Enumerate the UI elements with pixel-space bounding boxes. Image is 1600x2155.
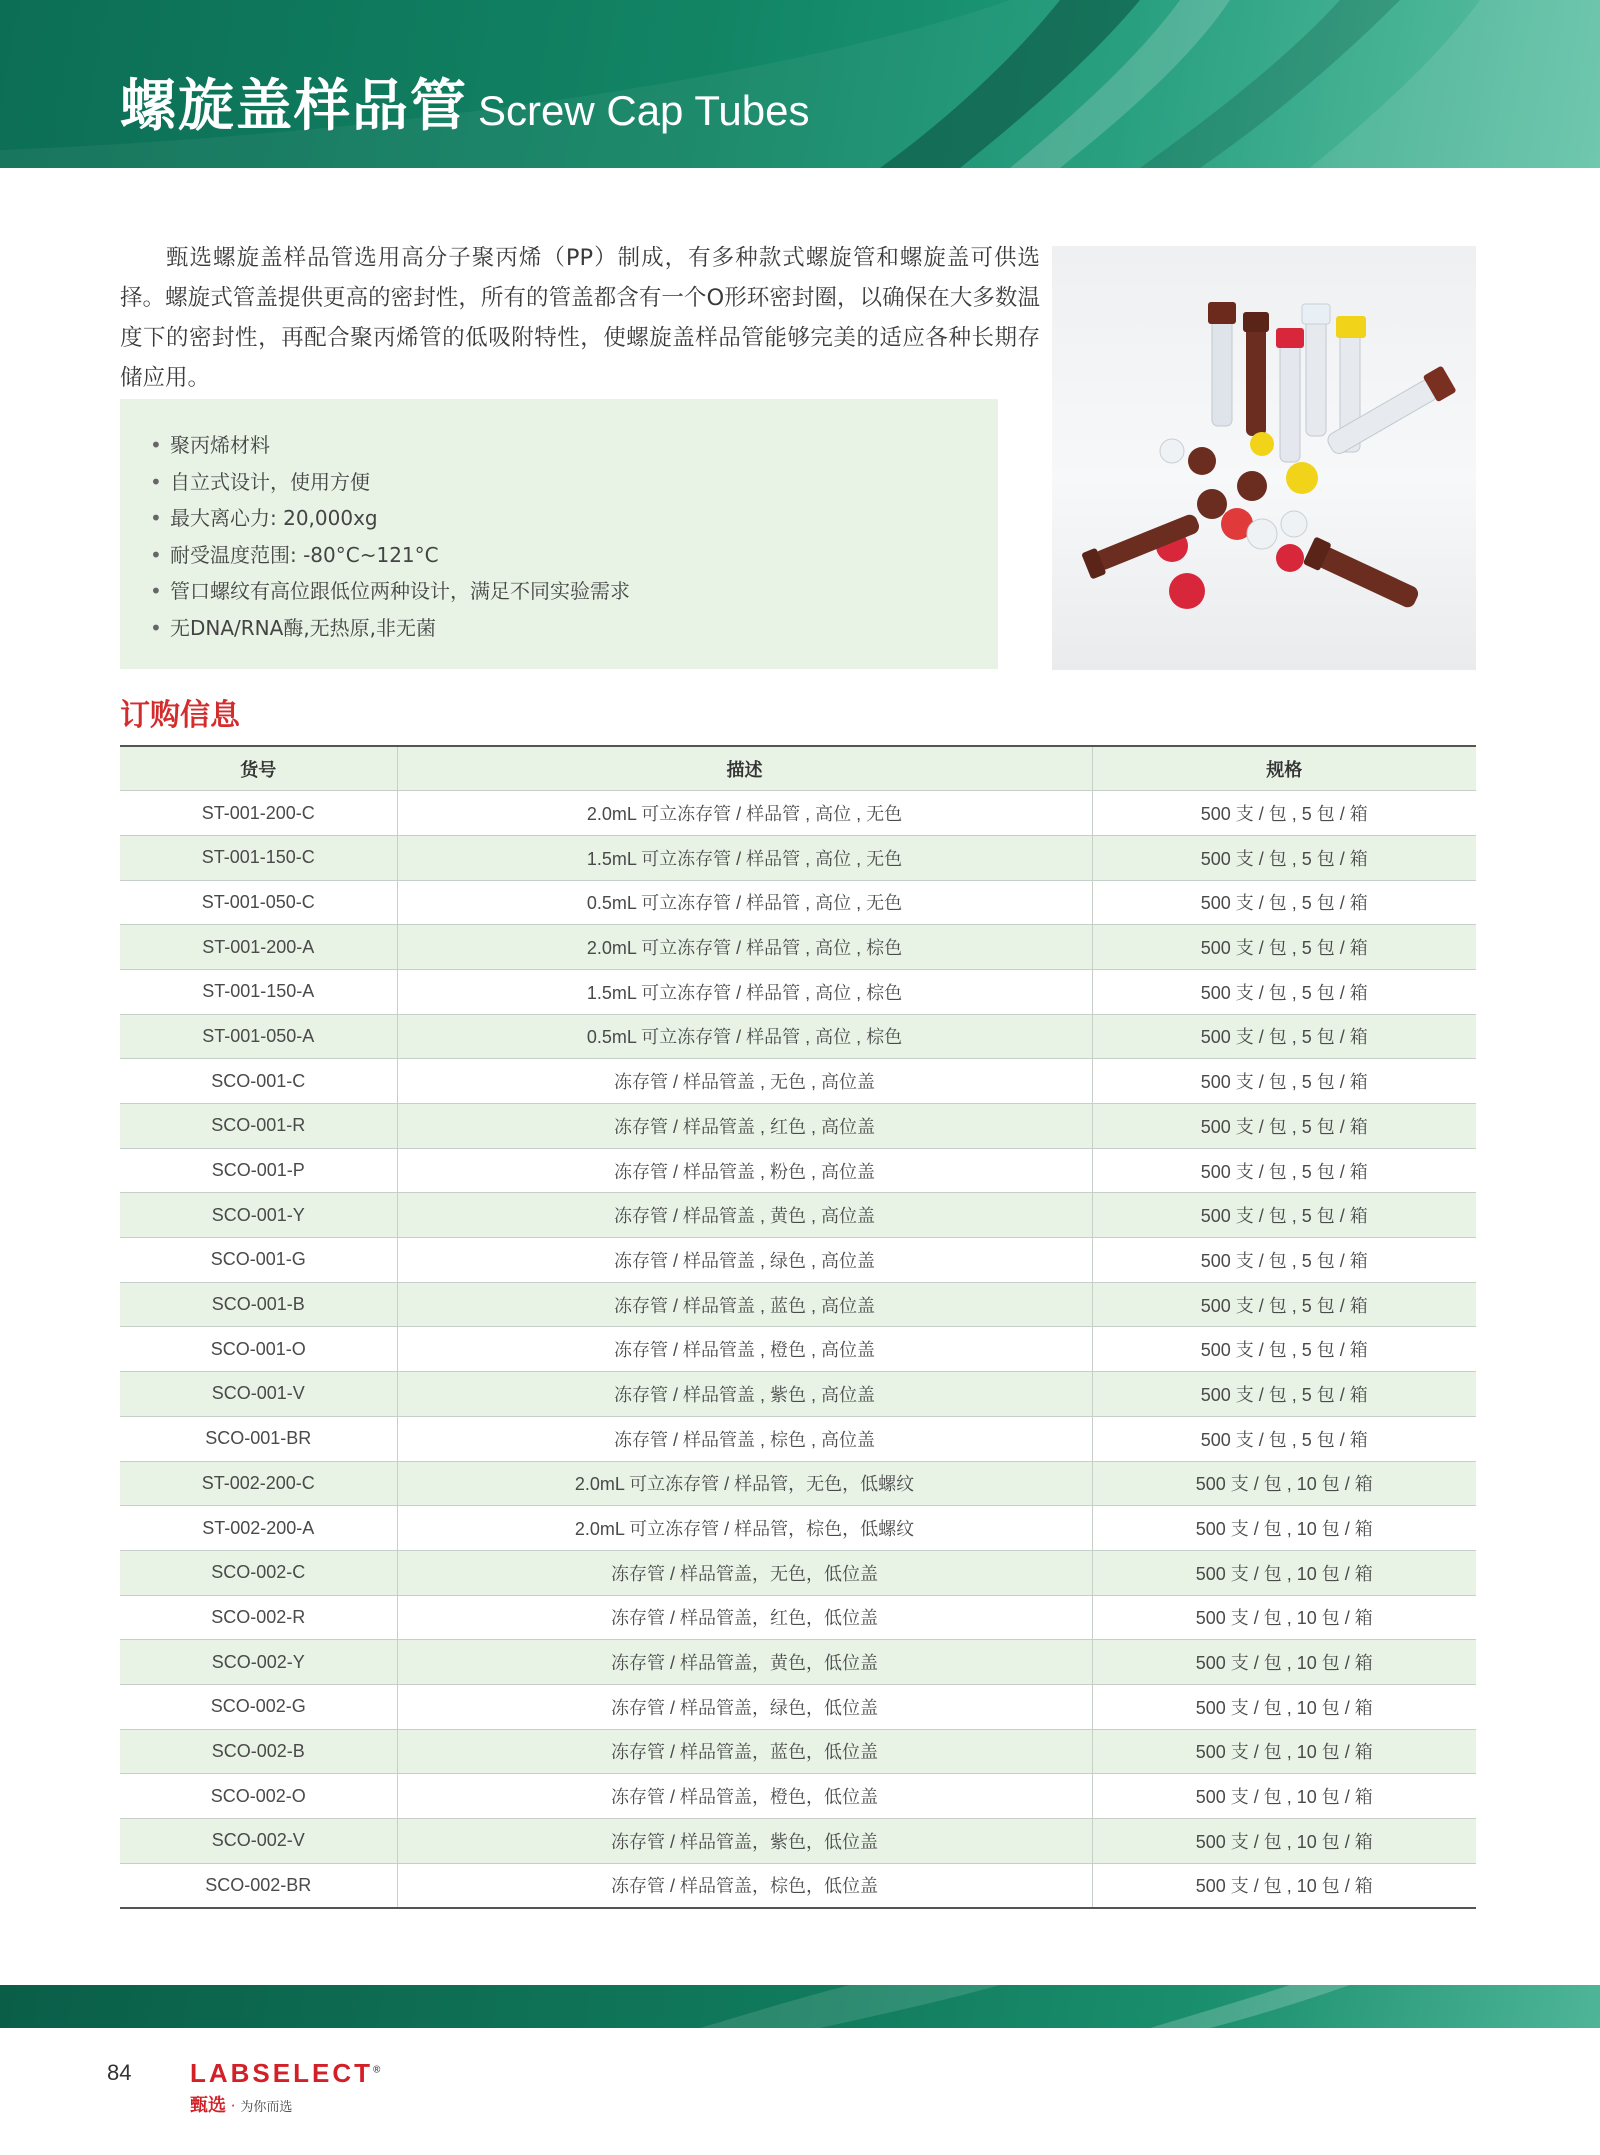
- table-row: [120, 1372, 1476, 1417]
- cell-description: 冻存管 / 样品管盖，黄色，低位盖: [397, 1640, 1092, 1685]
- cell-spec: 500 支 / 包 , 5 包 / 箱: [1092, 1372, 1476, 1417]
- cell-spec: 500 支 / 包 , 10 包 / 箱: [1092, 1461, 1476, 1506]
- cell-item-no: ST-001-150-C: [120, 835, 397, 880]
- table-row: [120, 925, 1476, 970]
- cell-spec: 500 支 / 包 , 5 包 / 箱: [1092, 925, 1476, 970]
- cell-item-no: SCO-001-R: [120, 1104, 397, 1149]
- cell-item-no: ST-001-050-A: [120, 1014, 397, 1059]
- cell-item-no: ST-001-150-A: [120, 969, 397, 1014]
- table-row: [120, 1014, 1476, 1059]
- cell-spec: 500 支 / 包 , 5 包 / 箱: [1092, 1282, 1476, 1327]
- logo-brand-cn: 甄选: [190, 2095, 226, 2116]
- features-list: [150, 427, 998, 646]
- feature-item: [150, 427, 998, 464]
- feature-text: 最大离心力: 20,000xg: [170, 506, 378, 530]
- feature-item: [150, 537, 998, 574]
- cell-description: 0.5mL 可立冻存管 / 样品管 , 高位 , 棕色: [397, 1014, 1092, 1059]
- cell-item-no: SCO-001-P: [120, 1148, 397, 1193]
- cell-item-no: SCO-001-B: [120, 1282, 397, 1327]
- table-row: [120, 1550, 1476, 1595]
- cell-item-no: SCO-001-G: [120, 1238, 397, 1283]
- table-row: [120, 1506, 1476, 1551]
- table-row: [120, 1595, 1476, 1640]
- cell-description: 2.0mL 可立冻存管 / 样品管 , 高位 , 棕色: [397, 925, 1092, 970]
- table-row: [120, 835, 1476, 880]
- cell-item-no: SCO-002-V: [120, 1819, 397, 1864]
- cell-spec: 500 支 / 包 , 5 包 / 箱: [1092, 1148, 1476, 1193]
- cell-item-no: ST-002-200-C: [120, 1461, 397, 1506]
- table-row: [120, 1327, 1476, 1372]
- table-row: [120, 1819, 1476, 1864]
- cell-spec: 500 支 / 包 , 10 包 / 箱: [1092, 1595, 1476, 1640]
- feature-item: [150, 464, 998, 501]
- cell-item-no: SCO-002-C: [120, 1550, 397, 1595]
- bullet-icon: •: [150, 579, 162, 603]
- cell-description: 冻存管 / 样品管盖 , 黄色 , 高位盖: [397, 1193, 1092, 1238]
- table-row: [120, 1863, 1476, 1908]
- cell-description: 冻存管 / 样品管盖，橙色，低位盖: [397, 1774, 1092, 1819]
- table-row: [120, 880, 1476, 925]
- table-row: [120, 1461, 1476, 1506]
- cell-description: 冻存管 / 样品管盖 , 红色 , 高位盖: [397, 1104, 1092, 1149]
- intro-paragraph: 甄选螺旋盖样品管选用高分子聚丙烯（PP）制成，有多种款式螺旋管和螺旋盖可供选择。螺旋式管盖提供更高的密封性，所有的管盖都含有一个O形环密封圈，以确保在大多数温度下的密封性，再配合聚丙烯管的低吸附特性，使螺旋盖样品管能够完美的适应各种长期存储应用。: [120, 245, 1040, 391]
- cell-spec: 500 支 / 包 , 10 包 / 箱: [1092, 1863, 1476, 1908]
- cell-item-no: SCO-002-Y: [120, 1640, 397, 1685]
- cell-description: 冻存管 / 样品管盖 , 无色 , 高位盖: [397, 1059, 1092, 1104]
- cell-description: 冻存管 / 样品管盖，红色，低位盖: [397, 1595, 1092, 1640]
- cell-description: 1.5mL 可立冻存管 / 样品管 , 高位 , 棕色: [397, 969, 1092, 1014]
- bullet-icon: •: [150, 506, 162, 530]
- features-box: [120, 399, 998, 669]
- cell-spec: 500 支 / 包 , 10 包 / 箱: [1092, 1774, 1476, 1819]
- cell-spec: 500 支 / 包 , 5 包 / 箱: [1092, 880, 1476, 925]
- cell-spec: 500 支 / 包 , 5 包 / 箱: [1092, 1104, 1476, 1149]
- table-row: [120, 1238, 1476, 1283]
- cell-spec: 500 支 / 包 , 5 包 / 箱: [1092, 1059, 1476, 1104]
- labselect-logo: [190, 2058, 420, 2116]
- bullet-icon: •: [150, 469, 162, 494]
- logo-tagline: [190, 2091, 420, 2117]
- table-row: [120, 1193, 1476, 1238]
- cell-description: 冻存管 / 样品管盖，紫色，低位盖: [397, 1819, 1092, 1864]
- cell-item-no: ST-001-200-C: [120, 791, 397, 836]
- bullet-icon: •: [150, 433, 162, 457]
- footer-band: [0, 1985, 1600, 2028]
- column-header-item-no: 货号: [120, 746, 397, 791]
- table-row: [120, 1104, 1476, 1149]
- cell-item-no: ST-001-050-C: [120, 880, 397, 925]
- cell-spec: 500 支 / 包 , 5 包 / 箱: [1092, 791, 1476, 836]
- cell-item-no: SCO-002-R: [120, 1595, 397, 1640]
- feature-text: 聚丙烯材料: [170, 433, 270, 457]
- table-row: [120, 1640, 1476, 1685]
- feature-item: [150, 573, 998, 610]
- logo-brand: LABSELECT: [190, 2058, 373, 2088]
- footer-swoosh-decoration: [0, 1985, 1600, 2028]
- cell-item-no: SCO-002-B: [120, 1729, 397, 1774]
- order-table-body: [120, 791, 1476, 1908]
- cell-spec: 500 支 / 包 , 10 包 / 箱: [1092, 1684, 1476, 1729]
- cell-item-no: ST-001-200-A: [120, 925, 397, 970]
- column-header-spec: 规格: [1092, 746, 1476, 791]
- table-row: [120, 1729, 1476, 1774]
- cell-description: 冻存管 / 样品管盖 , 紫色 , 高位盖: [397, 1372, 1092, 1417]
- table-row: [120, 1684, 1476, 1729]
- cell-description: 冻存管 / 样品管盖，绿色，低位盖: [397, 1684, 1092, 1729]
- page-number: 84: [107, 2060, 132, 2085]
- cell-description: 冻存管 / 样品管盖 , 橙色 , 高位盖: [397, 1327, 1092, 1372]
- logo-separator: ·: [230, 2097, 236, 2115]
- cell-spec: 500 支 / 包 , 5 包 / 箱: [1092, 1327, 1476, 1372]
- cell-description: 冻存管 / 样品管盖，蓝色，低位盖: [397, 1729, 1092, 1774]
- feature-text: 自立式设计，使用方便: [170, 469, 370, 494]
- feature-text: 耐受温度范围: -80°C~121°C: [170, 542, 439, 567]
- header-banner: [0, 0, 1600, 168]
- cell-description: 冻存管 / 样品管盖 , 蓝色 , 高位盖: [397, 1282, 1092, 1327]
- cell-description: 冻存管 / 样品管盖，棕色，低位盖: [397, 1863, 1092, 1908]
- feature-text: 管口螺纹有高位跟低位两种设计，满足不同实验需求: [170, 579, 630, 603]
- cell-spec: 500 支 / 包 , 5 包 / 箱: [1092, 1416, 1476, 1461]
- page-title-en: Screw Cap Tubes: [478, 87, 810, 134]
- cell-description: 1.5mL 可立冻存管 / 样品管 , 高位 , 无色: [397, 835, 1092, 880]
- cell-spec: 500 支 / 包 , 10 包 / 箱: [1092, 1506, 1476, 1551]
- table-row: [120, 1416, 1476, 1461]
- cell-item-no: SCO-001-BR: [120, 1416, 397, 1461]
- table-header-row: [120, 746, 1476, 791]
- cell-item-no: SCO-001-C: [120, 1059, 397, 1104]
- cell-item-no: SCO-001-V: [120, 1372, 397, 1417]
- cell-spec: 500 支 / 包 , 10 包 / 箱: [1092, 1819, 1476, 1864]
- table-row: [120, 1059, 1476, 1104]
- feature-item: [150, 610, 998, 647]
- cell-description: 冻存管 / 样品管盖 , 粉色 , 高位盖: [397, 1148, 1092, 1193]
- table-row: [120, 1774, 1476, 1819]
- table-row: [120, 1148, 1476, 1193]
- cell-description: 2.0mL 可立冻存管 / 样品管，无色，低螺纹: [397, 1461, 1092, 1506]
- bullet-icon: •: [150, 615, 162, 640]
- cell-spec: 500 支 / 包 , 5 包 / 箱: [1092, 969, 1476, 1014]
- cell-spec: 500 支 / 包 , 5 包 / 箱: [1092, 1193, 1476, 1238]
- cell-description: 2.0mL 可立冻存管 / 样品管，棕色，低螺纹: [397, 1506, 1092, 1551]
- column-header-description: 描述: [397, 746, 1092, 791]
- bullet-icon: •: [150, 542, 162, 567]
- cell-spec: 500 支 / 包 , 5 包 / 箱: [1092, 1238, 1476, 1283]
- cell-spec: 500 支 / 包 , 5 包 / 箱: [1092, 1014, 1476, 1059]
- cell-item-no: SCO-002-O: [120, 1774, 397, 1819]
- cell-spec: 500 支 / 包 , 10 包 / 箱: [1092, 1550, 1476, 1595]
- cell-description: 冻存管 / 样品管盖 , 棕色 , 高位盖: [397, 1416, 1092, 1461]
- feature-text: 无DNA/RNA酶,无热原,非无菌: [170, 615, 437, 640]
- cell-description: 冻存管 / 样品管盖 , 绿色 , 高位盖: [397, 1238, 1092, 1283]
- table-row: [120, 969, 1476, 1014]
- cell-item-no: SCO-001-O: [120, 1327, 397, 1372]
- page-title: [120, 62, 810, 142]
- feature-item: [150, 500, 998, 537]
- cell-item-no: SCO-002-BR: [120, 1863, 397, 1908]
- order-table: [120, 745, 1476, 1909]
- cell-item-no: SCO-001-Y: [120, 1193, 397, 1238]
- logo-slogan: 为你而选: [240, 2100, 293, 2115]
- cell-spec: 500 支 / 包 , 5 包 / 箱: [1092, 835, 1476, 880]
- logo-registered-mark: ®: [373, 2064, 381, 2076]
- table-row: [120, 1282, 1476, 1327]
- cell-description: 冻存管 / 样品管盖，无色，低位盖: [397, 1550, 1092, 1595]
- page-title-cn: 螺旋盖样品管: [120, 74, 468, 139]
- cell-spec: 500 支 / 包 , 10 包 / 箱: [1092, 1729, 1476, 1774]
- table-row: [120, 791, 1476, 836]
- order-info-title: 订购信息: [120, 698, 240, 733]
- logo-brand-text: [190, 2058, 420, 2089]
- cell-description: 0.5mL 可立冻存管 / 样品管 , 高位 , 无色: [397, 880, 1092, 925]
- cell-item-no: SCO-002-G: [120, 1684, 397, 1729]
- cell-description: 2.0mL 可立冻存管 / 样品管 , 高位 , 无色: [397, 791, 1092, 836]
- product-photo-icon: [1052, 246, 1476, 670]
- cell-item-no: ST-002-200-A: [120, 1506, 397, 1551]
- product-photo: [1052, 246, 1476, 670]
- cell-spec: 500 支 / 包 , 10 包 / 箱: [1092, 1640, 1476, 1685]
